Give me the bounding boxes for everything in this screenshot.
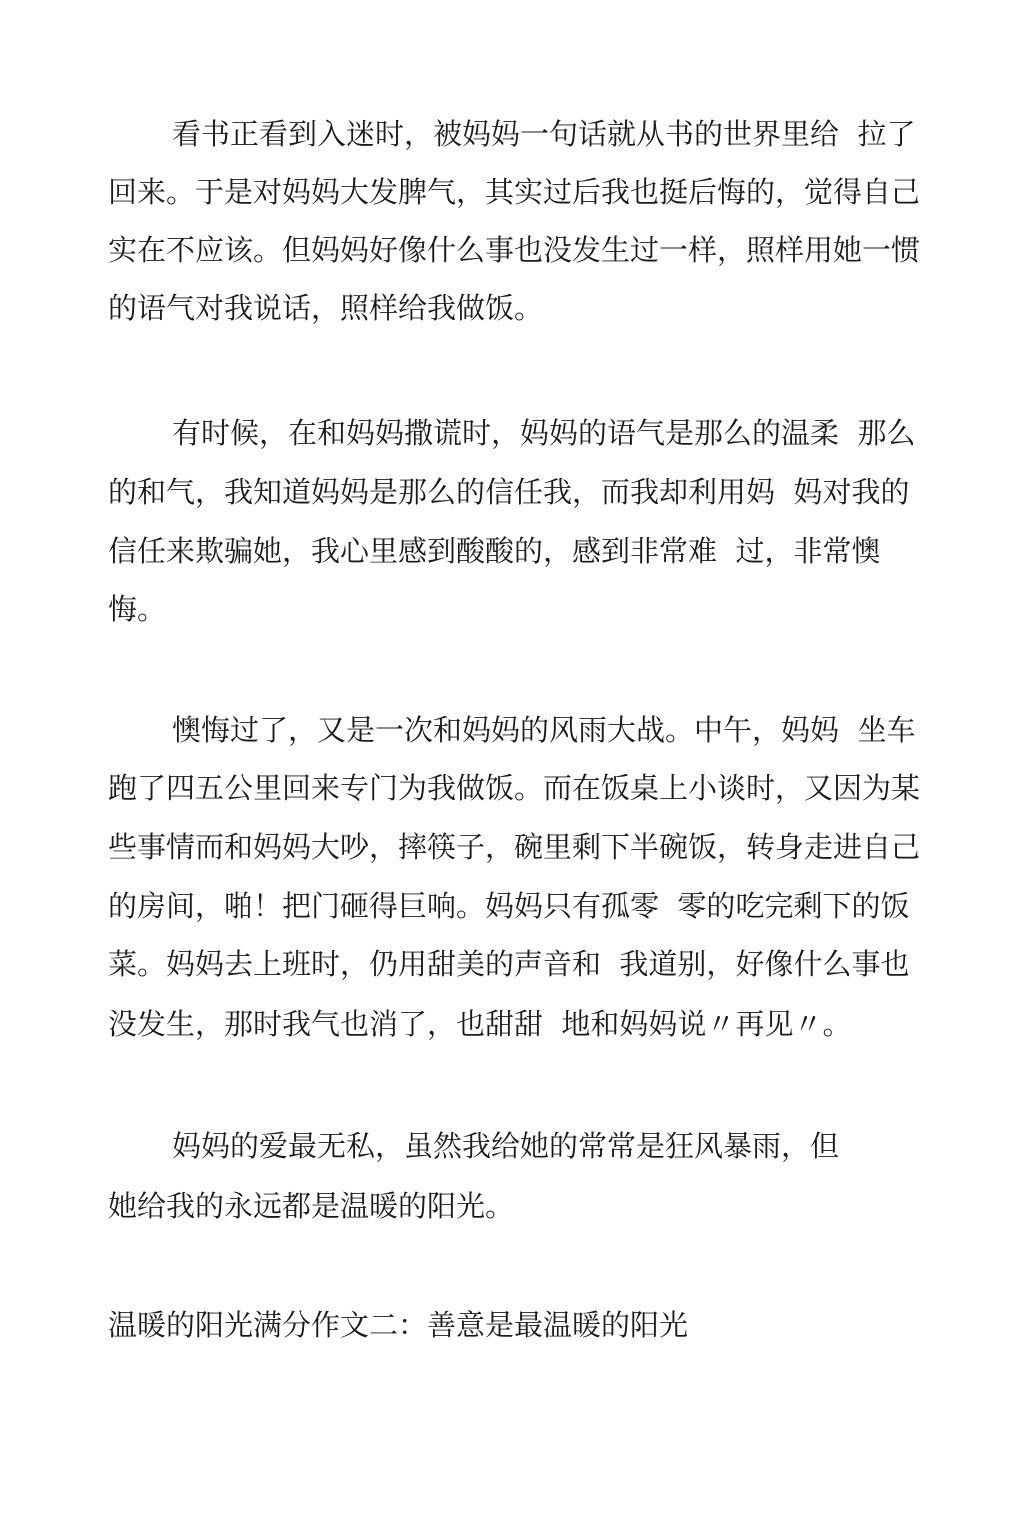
paragraph-1-line-2: 回来。于是对妈妈大发脾气，其实过后我也挺后悔的，觉得自己 <box>108 175 921 209</box>
paragraph-4-line-1: 妈妈的爱最无私，虽然我给她的常常是狂风暴雨，但 <box>172 1129 840 1163</box>
paragraph-1-line-4: 的语气对我说话，照样给我做饭。 <box>108 291 544 325</box>
paragraph-3-line-3: 些事情而和妈妈大吵，摔筷子，碗里剩下半碗饭，转身走进自己 <box>108 830 921 864</box>
paragraph-3-line-5: 菜。妈妈去上班时，仍用甜美的声音和 我道别，好像什么事也 <box>108 947 910 981</box>
paragraph-3-line-2: 跑了四五公里回来专门为我做饭。而在饭桌上小谈时，又因为某 <box>108 771 921 805</box>
paragraph-2-line-2: 的和气，我知道妈妈是那么的信任我，而我却利用妈 妈对我的 <box>108 475 910 509</box>
paragraph-3-line-1: 懊悔过了，又是一次和妈妈的风雨大战。中午，妈妈 坐车 <box>172 713 916 747</box>
paragraph-2-line-3: 信任来欺骗她，我心里感到酸酸的，感到非常难 过，非常懊 <box>108 534 881 568</box>
paragraph-3-line-6: 没发生，那时我气也消了，也甜甜 地和妈妈说〃再见〃。 <box>108 1007 852 1041</box>
paragraph-2-line-1: 有时候，在和妈妈撒谎时，妈妈的语气是那么的温柔 那么 <box>172 416 916 450</box>
paragraph-2-line-4: 悔。 <box>108 592 167 626</box>
paragraph-4-line-2: 她给我的永远都是温暖的阳光。 <box>108 1189 515 1223</box>
section-heading: 温暖的阳光满分作文二：善意是最温暖的阳光 <box>108 1308 689 1342</box>
paragraph-1-line-3: 实在不应该。但妈妈好像什么事也没发生过一样，照样用她一惯 <box>108 233 921 267</box>
paragraph-3-line-4: 的房间，啪！把门砸得巨响。妈妈只有孤零 零的吃完剩下的饭 <box>108 889 910 923</box>
paragraph-1-line-1: 看书正看到入迷时，被妈妈一句话就从书的世界里给 拉了 <box>172 117 916 151</box>
